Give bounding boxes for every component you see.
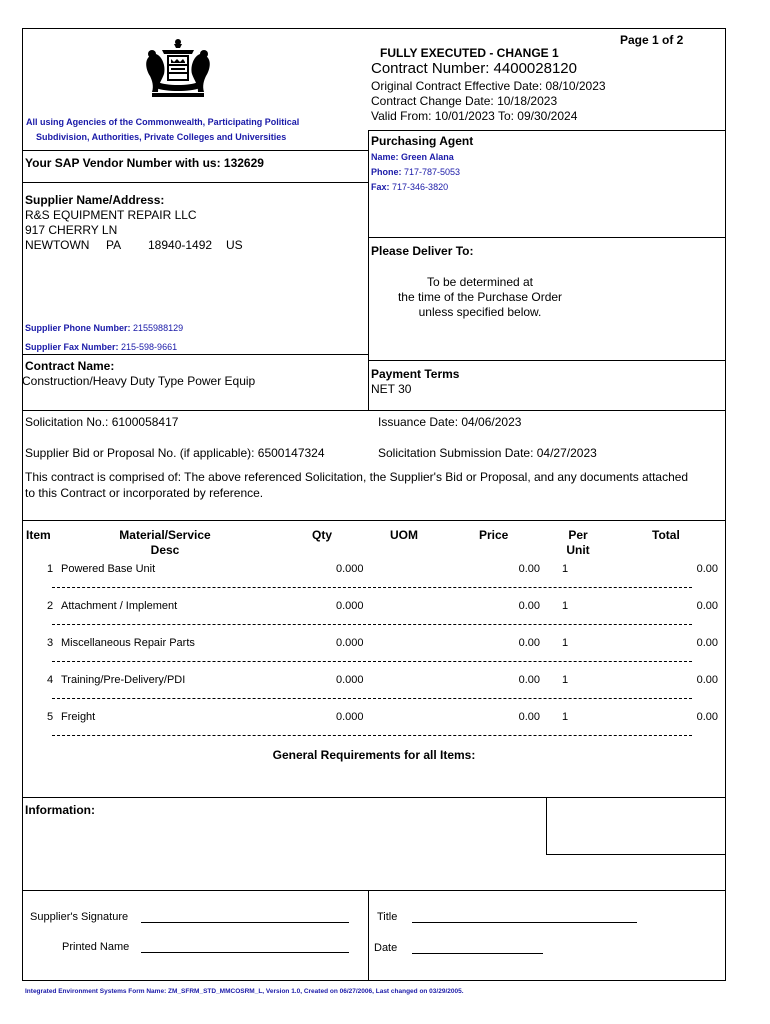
rule-table-top (22, 520, 726, 521)
valid-period: Valid From: 10/01/2023 To: 09/30/2024 (371, 109, 578, 123)
agencies-line-1: All using Agencies of the Commonwealth, Participating Political (26, 117, 300, 127)
table-row-qty: 0.000 (336, 637, 364, 649)
col-total: Total (652, 528, 680, 542)
table-row-price: 0.00 (518, 637, 540, 649)
frame-right-bottom (725, 890, 726, 980)
agent-name: Name: Green Alana (371, 152, 454, 162)
deliver-line-2: the time of the Purchase Order (397, 290, 563, 304)
col-price: Price (479, 528, 509, 542)
col-per-2: Unit (566, 543, 590, 557)
col-uom: UOM (390, 528, 418, 542)
table-row-desc: Powered Base Unit (61, 563, 156, 575)
printed-name-line[interactable] (141, 952, 349, 953)
page-label: Page 1 of 2 (620, 33, 684, 47)
rule-payment-top (368, 360, 726, 361)
table-row-qty: 0.000 (336, 674, 364, 686)
col-qty: Qty (312, 528, 333, 542)
rule-sap-top (22, 150, 368, 151)
row-separator (52, 661, 692, 662)
supplier-fax: Supplier Fax Number: 215-598-9661 (25, 342, 178, 352)
supplier-heading: Supplier Name/Address: (25, 193, 165, 207)
supplier-street: 917 CHERRY LN (25, 223, 118, 237)
header-divider (368, 130, 369, 410)
col-per-1: Per (568, 528, 588, 542)
table-row-qty: 0.000 (336, 563, 364, 575)
title-line[interactable] (412, 922, 637, 923)
table-row-price: 0.00 (518, 711, 540, 723)
table-row-per: 1 (562, 674, 569, 686)
supplier-city: NEWTOWN (25, 238, 90, 252)
col-item: Item (26, 528, 51, 542)
contract-status: FULLY EXECUTED - CHANGE 1 (380, 46, 559, 60)
supplier-signature-line[interactable] (141, 922, 349, 923)
table-row-total: 0.00 (696, 711, 718, 723)
row-separator (52, 624, 692, 625)
rule-sap-bottom (22, 182, 368, 183)
table-row-qty: 0.000 (336, 600, 364, 612)
rule-signature-top (22, 890, 726, 891)
table-row-total: 0.00 (696, 563, 718, 575)
date-line[interactable] (412, 953, 543, 954)
submission-date: Solicitation Submission Date: 04/27/2023 (378, 446, 597, 460)
deliver-line-3: unless specified below. (418, 305, 542, 319)
supplier-zip: 18940-1492 (148, 238, 213, 252)
col-desc-1: Material/Service (119, 528, 211, 542)
supplier-signature-label: Supplier's Signature (30, 911, 129, 923)
table-row-total: 0.00 (696, 674, 718, 686)
table-row-per: 1 (562, 563, 569, 575)
payment-terms-heading: Payment Terms (371, 367, 460, 381)
supplier-country: US (226, 238, 243, 252)
contract-number: Contract Number: 4400028120 (371, 60, 577, 77)
agent-fax: Fax: 717-346-3820 (371, 182, 449, 192)
purchasing-agent-heading: Purchasing Agent (371, 134, 474, 148)
info-divider (546, 797, 547, 854)
table-row-desc: Training/Pre-Delivery/PDI (61, 674, 186, 686)
table-row-num: 3 (47, 637, 54, 649)
date-label: Date (374, 942, 398, 954)
contract-name: Construction/Heavy Duty Type Power Equip (22, 374, 256, 388)
sap-vendor-number: Your SAP Vendor Number with us: 132629 (25, 156, 264, 170)
table-row-per: 1 (562, 637, 569, 649)
issuance-date: Issuance Date: 04/06/2023 (378, 415, 522, 429)
payment-terms: NET 30 (371, 382, 412, 396)
table-row-price: 0.00 (518, 674, 540, 686)
coat-of-arms-icon (140, 36, 216, 100)
col-desc-2: Desc (150, 543, 180, 557)
information-heading: Information: (25, 803, 95, 817)
comprised-line-2: to this Contract or incorporated by reference. (25, 486, 264, 500)
contract-name-heading: Contract Name: (25, 359, 115, 373)
row-separator (52, 698, 692, 699)
title-label: Title (377, 911, 398, 923)
supplier-bid-number: Supplier Bid or Proposal No. (if applicable): 6500147324 (25, 446, 325, 460)
supplier-phone: Supplier Phone Number: 2155988129 (25, 323, 184, 333)
table-row-num: 2 (47, 600, 54, 612)
table-row-desc: Attachment / Implement (61, 600, 178, 612)
rule-agent-top (368, 130, 726, 131)
frame-left-bottom (22, 890, 23, 980)
contract-change-date: Contract Change Date: 10/18/2023 (371, 94, 558, 108)
rule-info-top (22, 797, 726, 798)
table-row-desc: Freight (61, 711, 96, 723)
comprised-line-1: This contract is comprised of: The above referenced Solicitation, the Supplier's Bid or Proposal, and any documents attached (25, 470, 689, 484)
table-row-num: 5 (47, 711, 54, 723)
table-row-total: 0.00 (696, 637, 718, 649)
table-row-price: 0.00 (518, 563, 540, 575)
table-row-price: 0.00 (518, 600, 540, 612)
frame-top (22, 28, 726, 29)
rule-solicitation-top (22, 410, 726, 411)
frame-bottom (22, 980, 726, 981)
table-row-per: 1 (562, 711, 569, 723)
table-row-desc: Miscellaneous Repair Parts (61, 637, 195, 649)
table-row-num: 1 (47, 563, 54, 575)
general-requirements-heading: General Requirements for all Items: (272, 748, 476, 762)
deliver-line-1: To be determined at (426, 275, 534, 289)
rule-deliver-top (368, 237, 726, 238)
solicitation-number: Solicitation No.: 6100058417 (25, 415, 179, 429)
original-effective-date: Original Contract Effective Date: 08/10/2023 (371, 79, 606, 93)
table-row-total: 0.00 (696, 600, 718, 612)
supplier-state: PA (106, 238, 122, 252)
supplier-name: R&S EQUIPMENT REPAIR LLC (25, 208, 197, 222)
table-row-per: 1 (562, 600, 569, 612)
printed-name-label: Printed Name (62, 941, 130, 953)
rule-info-box (546, 854, 726, 855)
table-row-qty: 0.000 (336, 711, 364, 723)
row-separator (52, 735, 692, 736)
signature-divider (368, 890, 369, 980)
form-footer: Integrated Environment Systems Form Name: ZM_SFRM_STD_MMCOSRM_L, Version 1.0, Created on 06/27/2006, Last changed on 03/29/2005. (25, 988, 464, 995)
row-separator (52, 587, 692, 588)
rule-contract-top (22, 354, 368, 355)
deliver-to-heading: Please Deliver To: (371, 244, 474, 258)
table-row-num: 4 (47, 674, 54, 686)
agent-phone: Phone: 717-787-5053 (371, 167, 461, 177)
agencies-line-2: Subdivision, Authorities, Private Colleges and Universities (36, 132, 287, 142)
